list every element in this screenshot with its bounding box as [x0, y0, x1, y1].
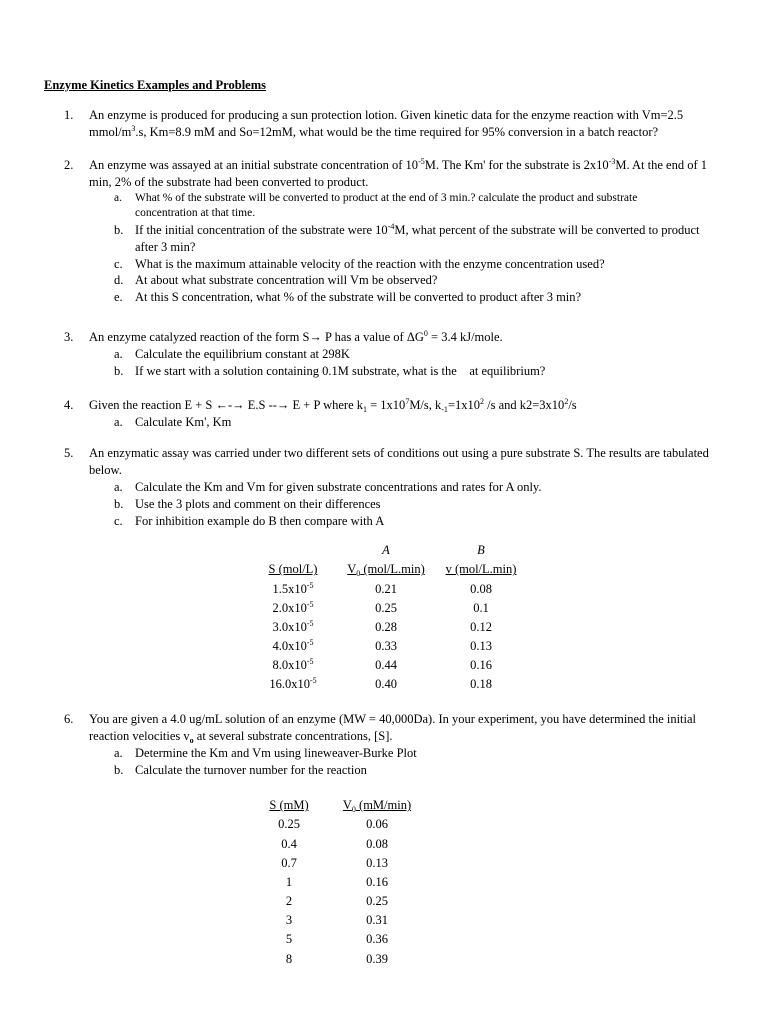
- subquestion-label: a.: [114, 745, 123, 760]
- superscript: -5: [306, 580, 314, 590]
- text-run: V: [347, 562, 357, 577]
- table-header-row: [255, 796, 431, 815]
- question-text: [89, 329, 724, 380]
- table-cell: 0.25: [375, 600, 397, 615]
- subquestion-line: [135, 222, 724, 239]
- subquestion-e: [114, 289, 724, 306]
- cell-value: 1.5x10: [272, 581, 307, 596]
- text-run: P has a value of ΔG: [321, 330, 424, 344]
- table-cell: 0.28: [375, 619, 397, 634]
- subquestion-label: b.: [114, 496, 124, 511]
- text-run: M. At the end of 1: [615, 158, 708, 172]
- table-cell: 0.12: [470, 619, 492, 634]
- subscript: 1: [363, 405, 367, 414]
- table-cell: 5: [285, 932, 293, 947]
- superscript: -5: [306, 618, 314, 628]
- text-run: .s, Km=8.9 mM and So=12mM, what would be the time required for 95% conversion in a batch reactor?: [135, 124, 659, 139]
- subquestion-line: Use the 3 plots and comment on their differences: [135, 496, 381, 511]
- table-row: [250, 637, 526, 656]
- column-header: v (mol/L.min): [445, 562, 517, 577]
- table-cell: [250, 541, 336, 560]
- table-body: [255, 815, 431, 969]
- superscript: -5: [306, 657, 314, 667]
- subquestion-line: Calculate Km', Km: [135, 414, 232, 429]
- subquestion-line: Calculate the Km and Vm for given substrate concentrations and rates for A only.: [135, 479, 542, 494]
- subquestion-b: [114, 222, 724, 256]
- cell-value: 2.0x10: [272, 600, 307, 615]
- question-line: An enzymatic assay was carried under two different sets of conditions out using a pure substrate S. The results are tabulated: [89, 446, 709, 460]
- text-run: /s: [568, 398, 577, 412]
- question-text: [89, 711, 724, 779]
- table-cell: 0.44: [375, 658, 397, 673]
- text-run: Given the reaction E + S ←-→ E.S --→ E + P where k: [89, 398, 363, 412]
- question-number: 6.: [64, 712, 74, 726]
- superscript: -3: [608, 157, 616, 166]
- question-2: [64, 157, 724, 306]
- superscript: -5: [306, 599, 314, 609]
- table-cell: [250, 637, 336, 656]
- question-number: 1.: [64, 108, 74, 122]
- text-run: (mM/min): [355, 798, 412, 813]
- subquestion-line: after 3 min?: [135, 239, 196, 254]
- subquestion-a: [114, 479, 724, 496]
- text-run: V: [342, 798, 352, 813]
- question-number: 3.: [64, 330, 74, 344]
- data-table-q6: [255, 796, 431, 969]
- question-number: 2.: [64, 158, 74, 172]
- question-line: [89, 397, 724, 414]
- superscript: 2: [480, 397, 484, 406]
- text-run: reaction velocities v: [89, 728, 190, 743]
- question-text: [89, 445, 724, 529]
- table-cell: 0.18: [470, 677, 492, 692]
- superscript: 7: [405, 397, 410, 406]
- table-cell: [250, 579, 336, 598]
- table-row: [255, 873, 431, 892]
- table-cell: [250, 618, 336, 637]
- table-cell: 0.33: [375, 639, 397, 654]
- subscript: 0: [356, 569, 361, 579]
- superscript: 3: [131, 123, 136, 133]
- text-run: = 1x10: [367, 398, 406, 412]
- table-cell: 0.08: [366, 836, 388, 851]
- text-run: An enzyme was assayed at an initial substrate concentration of 10: [89, 158, 419, 172]
- table-cell: 0.7: [281, 855, 297, 870]
- table-cell: 0.31: [366, 913, 388, 928]
- subquestion-a: [114, 346, 724, 363]
- table-cell: 0.16: [470, 658, 492, 673]
- table-row: [255, 930, 431, 949]
- table-cell: 0.40: [375, 677, 397, 692]
- table-group-b: B: [477, 543, 485, 558]
- arrow-icon: →: [309, 330, 322, 344]
- question-3: [64, 329, 724, 380]
- subquestion-label: a.: [114, 414, 123, 429]
- subquestion-line: Calculate the equilibrium constant at 298K: [135, 346, 350, 361]
- question-line: An enzyme is produced for producing a sun protection lotion. Given kinetic data for the enzyme reaction with Vm=2.5: [89, 108, 684, 122]
- question-5: [64, 445, 724, 529]
- subquestion-label: c.: [114, 513, 123, 528]
- table-header-row: [250, 560, 526, 579]
- table-row: [255, 815, 431, 834]
- subquestion-b: [114, 762, 724, 779]
- subscript: -1: [441, 405, 448, 414]
- text-run: =1x10: [447, 398, 480, 412]
- table-row: [255, 854, 431, 873]
- subquestion-line: At about what substrate concentration will Vm be observed?: [135, 273, 438, 288]
- subquestion-a: [114, 414, 724, 431]
- question-text: [89, 397, 724, 431]
- table-cell: 0.36: [366, 932, 388, 947]
- column-header: [336, 560, 436, 579]
- table-row: [255, 834, 431, 853]
- subquestion-line: For inhibition example do B then compare with A: [135, 513, 385, 528]
- table-row: [250, 579, 526, 598]
- table-cell: [250, 675, 336, 694]
- subquestion-line: concentration at that time.: [135, 207, 256, 220]
- column-header: [323, 796, 431, 815]
- text-run: M, what percent of the substrate will be converted to product: [394, 222, 700, 237]
- text-run: = 3.4 kJ/mole.: [427, 330, 503, 344]
- subquestion-label: d.: [114, 273, 124, 288]
- table-row: [255, 911, 431, 930]
- question-line: [89, 329, 724, 346]
- table-cell: 0.08: [470, 581, 492, 596]
- text-run: at several substrate concentrations, [S].: [193, 728, 393, 743]
- text-run: M/s, k: [409, 398, 442, 412]
- question-text: [89, 107, 724, 141]
- cell-value: 4.0x10: [272, 639, 307, 654]
- cell-value: 8.0x10: [272, 658, 307, 673]
- table-body: [250, 579, 526, 694]
- text-run: mmol/m: [89, 124, 132, 139]
- table-cell: 0.13: [470, 639, 492, 654]
- superscript: 2: [564, 397, 569, 406]
- text-run: M. The Km' for the substrate is 2x10: [424, 158, 609, 172]
- subquestion-d: [114, 272, 724, 289]
- table-row: [250, 656, 526, 675]
- cell-value: 3.0x10: [272, 619, 307, 634]
- question-line: below.: [89, 462, 122, 477]
- subquestion-b: [114, 496, 724, 513]
- superscript: -5: [306, 638, 314, 648]
- superscript: -4: [387, 221, 395, 231]
- table-cell: 0.25: [278, 817, 300, 832]
- question-line: [89, 728, 724, 745]
- question-6: [64, 711, 724, 779]
- question-text: [89, 157, 724, 306]
- table-group-header: [250, 541, 526, 560]
- data-table-q5: [250, 541, 526, 695]
- text-run: (mol/L.min): [360, 562, 425, 577]
- table-cell: 0.39: [366, 951, 388, 966]
- subquestion-label: a.: [114, 191, 122, 204]
- subquestion-label: e.: [114, 290, 123, 305]
- table-cell: 2: [285, 894, 293, 909]
- column-header: S (mol/L): [268, 562, 318, 577]
- superscript: -5: [309, 676, 317, 686]
- table-cell: 1: [285, 874, 293, 889]
- table-cell: 0.1: [473, 600, 489, 615]
- subquestion-a: [114, 745, 724, 762]
- subquestion-a: [114, 191, 724, 222]
- subquestion-line: What % of the substrate will be converted to product at the end of 3 min.? calculate the product and substrate: [135, 191, 638, 204]
- question-line: [89, 157, 724, 174]
- table-row: [250, 675, 526, 694]
- table-cell: 3: [285, 913, 293, 928]
- subscript: o: [189, 735, 194, 745]
- question-line: [89, 124, 724, 141]
- text-run: If the initial concentration of the substrate were 10: [135, 222, 388, 237]
- column-header: S (mM): [269, 798, 309, 813]
- page-title: Enzyme Kinetics Examples and Problems: [44, 78, 266, 92]
- table-row: [255, 892, 431, 911]
- subquestion-label: b.: [114, 222, 124, 237]
- subquestion-c: [114, 256, 724, 273]
- question-line: You are given a 4.0 ug/mL solution of an enzyme (MW = 40,000Da). In your experiment, you have determined the initial: [89, 712, 697, 726]
- subquestion-label: a.: [114, 346, 123, 361]
- table-cell: [250, 656, 336, 675]
- question-number: 4.: [64, 398, 74, 412]
- text-run: An enzyme catalyzed reaction of the form S: [89, 330, 310, 344]
- table-cell: 0.21: [375, 581, 397, 596]
- subquestion-line: What is the maximum attainable velocity of the reaction with the enzyme concentration used?: [135, 256, 605, 271]
- subquestion-label: b.: [114, 363, 124, 378]
- table-group-a: A: [382, 543, 390, 558]
- table-cell: [250, 599, 336, 618]
- subquestion-line: At this S concentration, what % of the substrate will be converted to product after 3 min?: [135, 290, 582, 305]
- superscript: 0: [423, 329, 428, 338]
- subquestion-label: c.: [114, 256, 123, 271]
- table-cell: 8: [285, 951, 293, 966]
- table-cell: 0.25: [366, 894, 388, 909]
- subquestion-b: [114, 363, 724, 380]
- question-1: [64, 107, 724, 141]
- subquestion-line: If we start with a solution containing 0.1M substrate, what is the at equilibrium?: [135, 363, 546, 378]
- question-line: min, 2% of the substrate had been converted to product.: [89, 174, 369, 189]
- table-row: [255, 950, 431, 969]
- subquestion-line: Calculate the turnover number for the reaction: [135, 762, 367, 777]
- subquestion-label: b.: [114, 762, 124, 777]
- table-cell: 0.06: [366, 817, 388, 832]
- superscript: -5: [418, 157, 425, 166]
- question-number: 5.: [64, 446, 74, 460]
- cell-value: 16.0x10: [269, 677, 310, 692]
- question-4: [64, 397, 724, 431]
- subquestion-label: a.: [114, 479, 123, 494]
- table-row: [250, 599, 526, 618]
- table-cell: 0.4: [281, 836, 297, 851]
- subscript: 0: [351, 805, 356, 815]
- subquestion-c: [114, 513, 724, 530]
- table-row: [250, 618, 526, 637]
- table-cell: 0.13: [366, 855, 388, 870]
- table-cell: 0.16: [366, 874, 388, 889]
- subquestion-line: Determine the Km and Vm using lineweaver-Burke Plot: [135, 745, 417, 760]
- text-run: /s and k2=3x10: [484, 398, 565, 412]
